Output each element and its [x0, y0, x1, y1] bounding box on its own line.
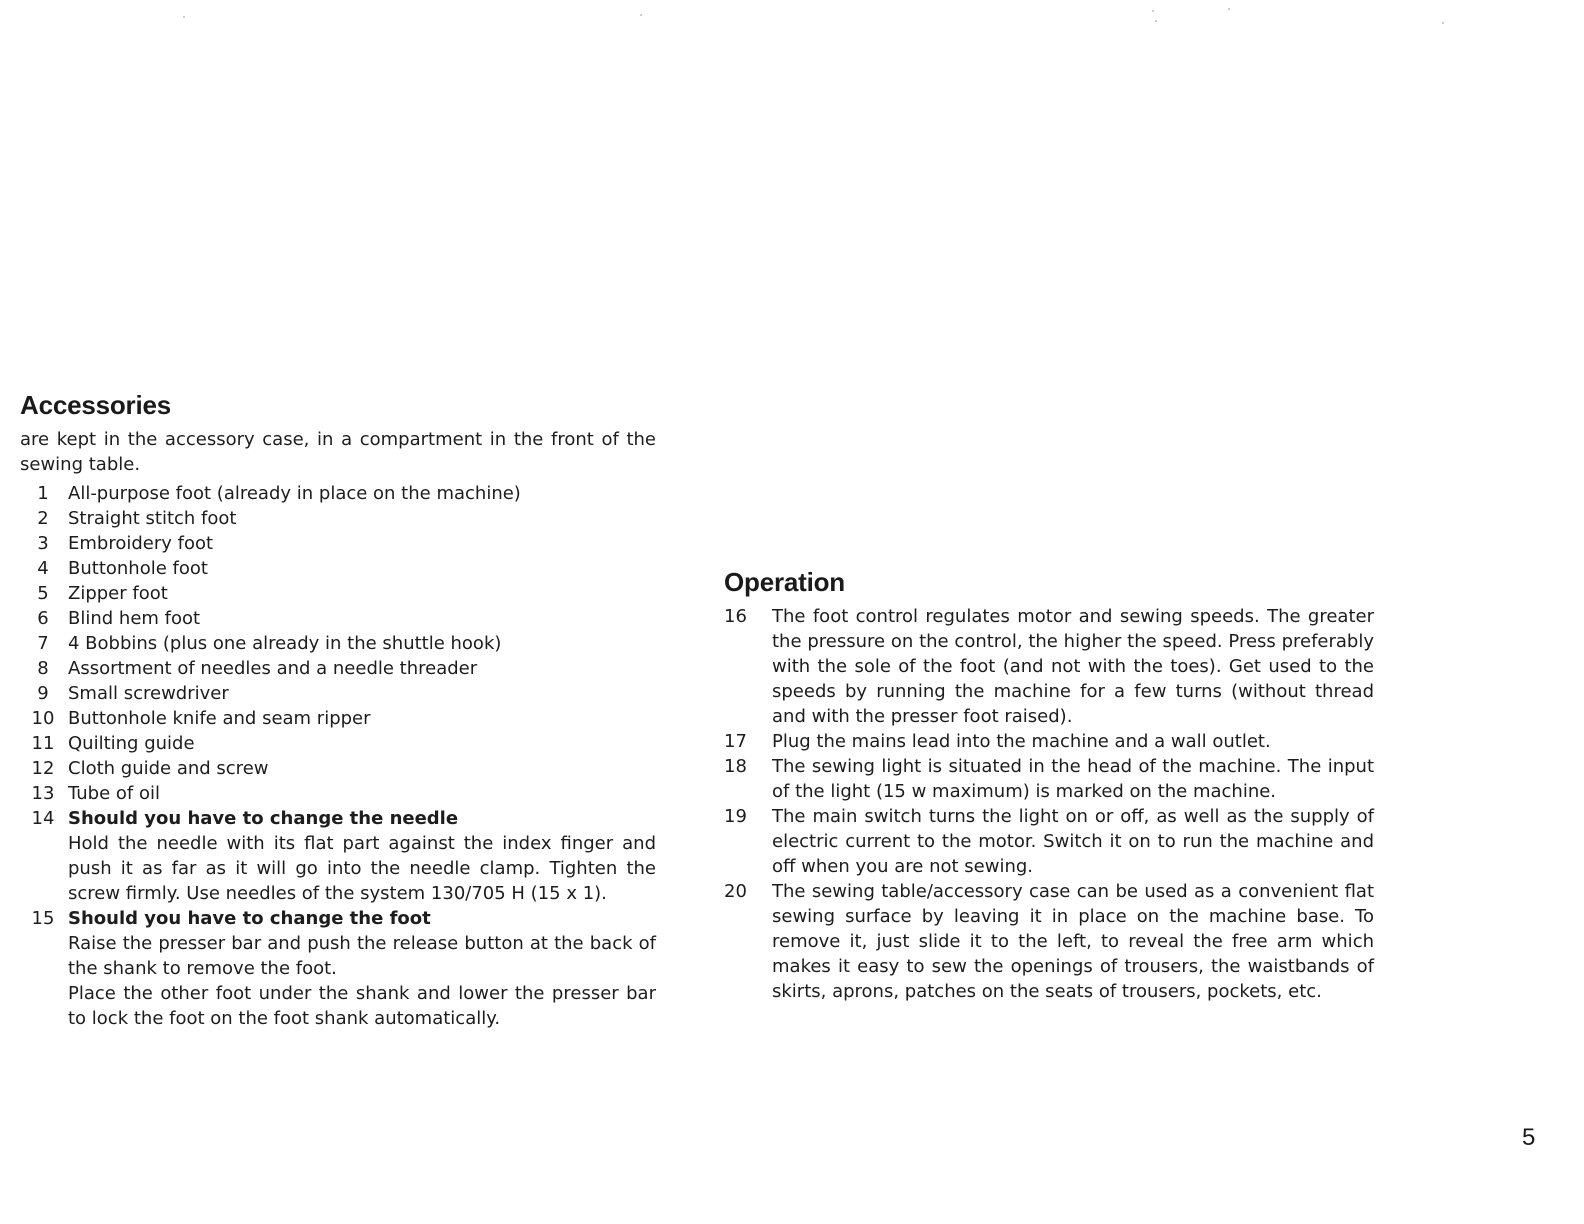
item-number: 2	[37, 508, 49, 529]
item-number: 5	[37, 583, 49, 604]
list-item	[20, 556, 656, 581]
accessories-title: Accessories	[20, 390, 172, 420]
list-item	[20, 581, 656, 606]
item-number: 3	[37, 533, 49, 554]
item-number: 16	[724, 606, 747, 627]
list-item	[724, 754, 1374, 804]
item-text: The foot control regulates motor and sewing speeds. The greater the pressure on the control, the higher the speed. Press preferably with the sole of the foot (and not with the toes). Get used to the speeds by running the machine for a few turns (without thread and with the presser foot raised).	[772, 606, 1374, 727]
list-item	[20, 681, 656, 706]
item-number: 19	[724, 806, 747, 827]
item-text: Quilting guide	[68, 733, 195, 754]
item-text: Straight stitch foot	[68, 508, 237, 529]
item-text: Place the other foot under the shank and lower the presser bar to lock the foot on the foot shank automatically.	[68, 983, 656, 1029]
operation-title: Operation	[724, 567, 845, 597]
item-text: The sewing light is situated in the head of the machine. The input of the light (15 w maximum) is marked on the machine.	[772, 756, 1374, 802]
item-text: Assortment of needles and a needle threader	[68, 658, 478, 679]
list-item	[20, 606, 656, 631]
item-number: 9	[37, 683, 49, 704]
scan-speck	[183, 16, 185, 18]
list-item	[20, 731, 656, 756]
item-number: 10	[31, 708, 55, 729]
item-number: 14	[31, 808, 55, 829]
list-item	[20, 656, 656, 681]
list-item	[20, 506, 656, 531]
scan-speck	[640, 14, 642, 16]
item-number: 12	[31, 758, 55, 779]
item-text: 4 Bobbins (plus one already in the shuttle hook)	[68, 633, 502, 654]
item-text: Cloth guide and screw	[68, 758, 269, 779]
item-text: Raise the presser bar and push the release button at the back of the shank to remove the foot.	[68, 933, 656, 979]
page-number: 5	[1522, 1124, 1536, 1151]
item-text: Embroidery foot	[68, 533, 214, 554]
scan-speck	[1228, 8, 1230, 10]
item-text: All-purpose foot (already in place on the machine)	[68, 483, 521, 504]
operation-list	[724, 604, 1374, 1004]
item-number: 6	[37, 608, 49, 629]
accessories-intro: are kept in the accessory case, in a compartment in the front of the sewing table.	[20, 429, 656, 475]
item-text: Blind hem foot	[68, 608, 201, 629]
item-body	[68, 806, 656, 906]
list-item	[20, 531, 656, 556]
list-item-change-needle	[20, 806, 656, 906]
operation-section	[724, 567, 1374, 1004]
list-item	[20, 481, 656, 506]
item-text: The main switch turns the light on or off, as well as the supply of electric current to the motor. Switch it on to run the machine and off when you are not sewing.	[772, 806, 1374, 877]
item-heading: Should you have to change the needle	[68, 808, 459, 829]
list-item	[724, 729, 1374, 754]
item-number: 8	[37, 658, 49, 679]
scan-speck	[1442, 22, 1444, 24]
accessories-list	[20, 481, 656, 1031]
list-item	[20, 781, 656, 806]
item-text: Plug the mains lead into the machine and a wall outlet.	[772, 731, 1271, 752]
item-text: Tube of oil	[68, 783, 160, 804]
list-item	[724, 879, 1374, 1004]
list-item	[724, 604, 1374, 729]
item-number: 1	[37, 483, 49, 504]
list-item	[20, 756, 656, 781]
item-text: The sewing table/accessory case can be used as a convenient flat sewing surface by leaving it in place on the machine base. To remove it, just slide it to the left, to reveal the free arm which makes it easy to sew the openings of trousers, the waistbands of skirts, aprons, patches on the seats of trousers, pockets, etc.	[772, 881, 1374, 1002]
item-number: 11	[31, 733, 55, 754]
item-text: Hold the needle with its flat part against the index finger and push it as far as it will go into the needle clamp. Tighten the screw firmly. Use needles of the system 130/705 H (15 x 1).	[68, 833, 656, 904]
item-text: Small screwdriver	[68, 683, 229, 704]
item-body	[68, 906, 656, 1031]
item-text: Zipper foot	[68, 583, 168, 604]
scan-speck	[1155, 20, 1157, 22]
accessories-section	[20, 390, 656, 1031]
list-item	[20, 706, 656, 731]
list-item-change-foot	[20, 906, 656, 1031]
item-number: 17	[724, 731, 747, 752]
item-number: 15	[31, 908, 55, 929]
list-item	[724, 804, 1374, 879]
item-number: 4	[37, 558, 49, 579]
item-number: 18	[724, 756, 747, 777]
item-number: 7	[37, 633, 49, 654]
item-text: Buttonhole foot	[68, 558, 208, 579]
item-heading: Should you have to change the foot	[68, 908, 431, 929]
item-number: 13	[31, 783, 55, 804]
list-item	[20, 631, 656, 656]
item-number: 20	[724, 881, 747, 902]
scan-speck	[1152, 10, 1154, 12]
item-text: Buttonhole knife and seam ripper	[68, 708, 371, 729]
